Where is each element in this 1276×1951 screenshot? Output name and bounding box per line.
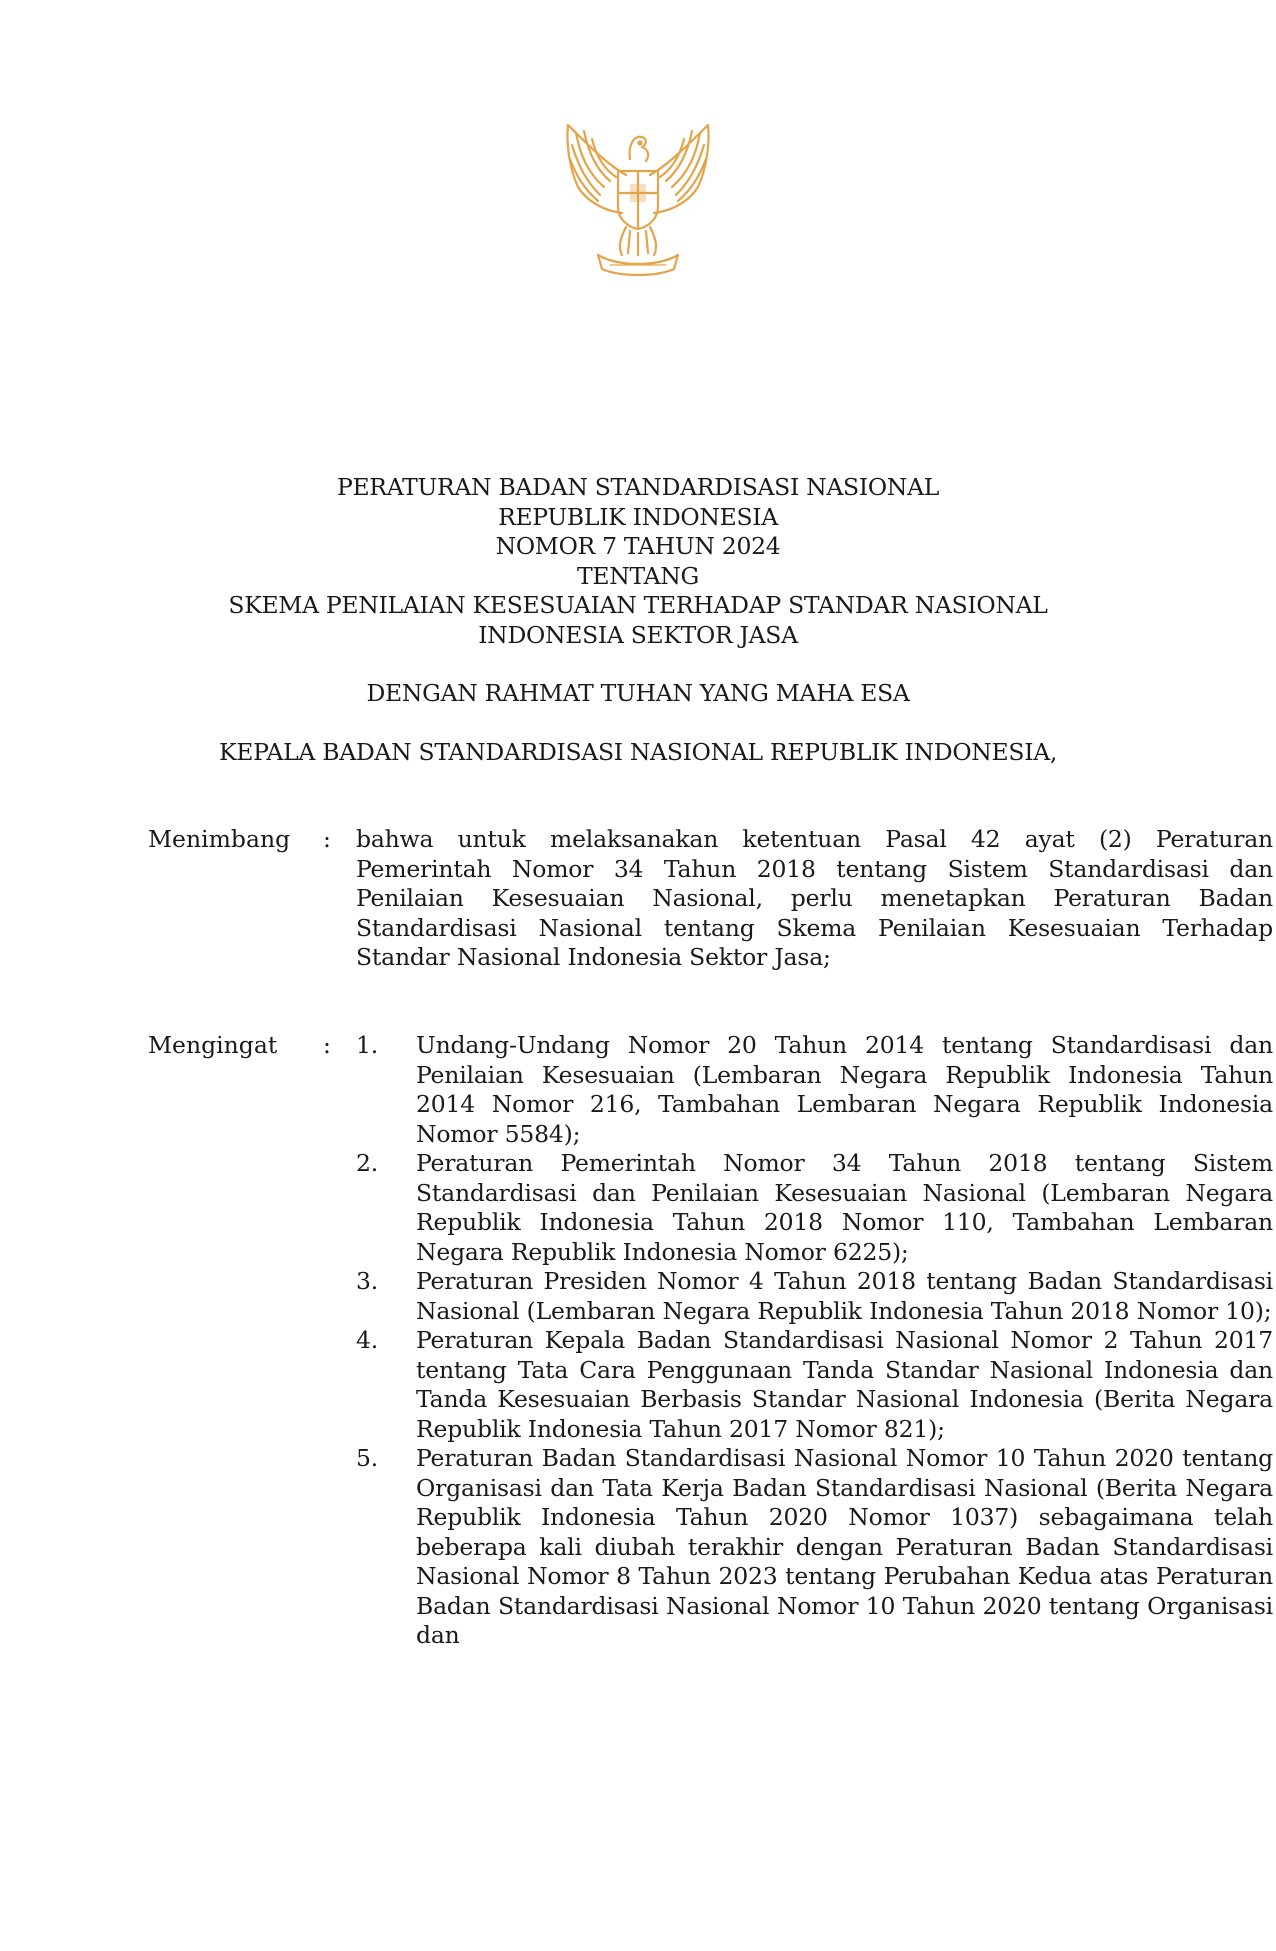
- list-item-number: 1.: [356, 1031, 379, 1059]
- menimbang-colon: :: [323, 825, 331, 853]
- header-line-6: INDONESIA SEKTOR JASA: [478, 620, 798, 649]
- mengingat-section: [148, 1031, 1273, 1811]
- list-item-number: 4.: [356, 1326, 379, 1354]
- header-line-1: PERATURAN BADAN STANDARDISASI NASIONAL: [336, 473, 940, 501]
- issuer-line: KEPALA BADAN STANDARDISASI NASIONAL REPUBLIK INDONESIA,: [218, 737, 1058, 766]
- list-item: [356, 1149, 1273, 1267]
- list-item: [356, 1444, 1273, 1651]
- list-item: [356, 1031, 1273, 1149]
- garuda-emblem-icon: [548, 115, 728, 285]
- header-line-2: REPUBLIK INDONESIA: [498, 502, 778, 531]
- menimbang-section: [148, 825, 1273, 1005]
- header-line-4: TENTANG: [577, 561, 699, 590]
- invocation: DENGAN RAHMAT TUHAN YANG MAHA ESA: [366, 679, 910, 707]
- list-item-text: Peraturan Badan Standardisasi Nasional Nomor 10 Tahun 2020 tentang Organisasi dan Tata Kerja Badan Standardisasi Nasional (Berita Negara Republik Indonesia Tahun 2020 Nomor 1037) sebagaimana telah beberapa kali diubah terakhir dengan Peraturan Badan Standardisasi Nasional Nomor 8 Tahun 2023 tentang Perubahan Kedua atas Peraturan Badan Standardisasi Nasional Nomor 10 Tahun 2020 tentang Organisasi dan: [416, 1444, 1273, 1649]
- list-item-number: 3.: [356, 1267, 379, 1295]
- mengingat-label: Mengingat: [148, 1031, 278, 1059]
- menimbang-label: Menimbang: [148, 825, 291, 853]
- list-item: [356, 1326, 1273, 1444]
- menimbang-text: bahwa untuk melaksanakan ketentuan Pasal 42 ayat (2) Peraturan Pemerintah Nomor 34 Tahun 2018 tentang Sistem Standardisasi dan Penilaian Kesesuaian Nasional, perlu menetapkan Peraturan Badan Standardisasi Nasional tentang Skema Penilaian Kesesuaian Terhadap Standar Nasional Indonesia Sektor Jasa;: [356, 825, 1273, 971]
- header-line-3: NOMOR 7 TAHUN 2024: [495, 532, 781, 560]
- mengingat-colon: :: [323, 1031, 331, 1059]
- document-header: [0, 473, 1276, 767]
- list-item-text: Peraturan Pemerintah Nomor 34 Tahun 2018 tentang Sistem Standardisasi dan Penilaian Kesesuaian Nasional (Lembaran Negara Republik Indonesia Tahun 2018 Nomor 110, Tambahan Lembaran Negara Republik Indonesia Nomor 6225);: [416, 1149, 1273, 1266]
- list-item-text: Peraturan Kepala Badan Standardisasi Nasional Nomor 2 Tahun 2017 tentang Tata Cara Penggunaan Tanda Standar Nasional Indonesia dan Tanda Kesesuaian Berbasis Standar Nasional Indonesia (Berita Negara Republik Indonesia Tahun 2017 Nomor 821);: [416, 1326, 1273, 1443]
- list-item-number: 2.: [356, 1149, 379, 1177]
- list-item-text: Undang-Undang Nomor 20 Tahun 2014 tentang Standardisasi dan Penilaian Kesesuaian (Lembaran Negara Republik Indonesia Tahun 2014 Nomor 216, Tambahan Lembaran Negara Republik Indonesia Nomor 5584);: [416, 1031, 1273, 1148]
- header-line-5: SKEMA PENILAIAN KESESUAIAN TERHADAP STANDAR NASIONAL: [228, 591, 1048, 619]
- list-item: [356, 1267, 1273, 1326]
- list-item-text: Peraturan Presiden Nomor 4 Tahun 2018 tentang Badan Standardisasi Nasional (Lembaran Negara Republik Indonesia Tahun 2018 Nomor 10);: [416, 1267, 1273, 1325]
- list-item-number: 5.: [356, 1444, 379, 1472]
- mengingat-list: [356, 1031, 1273, 1651]
